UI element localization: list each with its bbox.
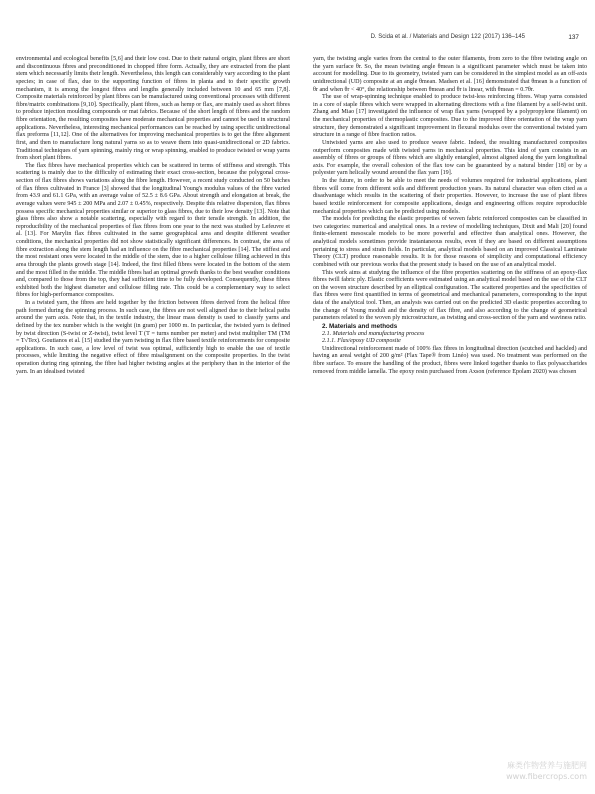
site-watermark [506,760,587,782]
page-header [0,34,595,46]
left-paragraph-3: In a twisted yarn, the fibres are held together by the friction between fibres derived from the helical fibre path formed during the spinning process. In such case, the fibres are not well aligned due to their helical paths around the yarn axis. Note that, in the textile industry, the linear mass density is used to classify yarns and defined by the tex number which is the weight (in gram) per 1000 m. In particular, the twisted yarn is defined by twist direction (S-twist or Z-twist), twist level T (T = turns number per meter) and twist multiplier TM (TM = T√Tex). Goutianos et al. [15] studied the yarn twisting in flax fibre based textile reinforcements for composite applications. In such case, a low level of twist was optimal, sufficiently high to enable the use of textile processes, while limiting the negative effect of fibre misalignment on the composite properties. In the twist operation during ring spinning, the fibre had higher twisting angles at the periphery than in the interior of the yarn. In an idealised twisted [16,300,290,375]
right-paragraph-3: Untwisted yarns are also used to produce weave fabric. Indeed, the resulting manufactured composites outperform composites made with twisted yarns in mechanical properties. This kind of yarn consists in an assembly of fibres or groups of fibres which are slightly entangled, almost aligned along the yarn longitudinal axis. For example, the overall cohesion of the flax tow can be guaranteed by a natural binder [18] or by a polyester yarn helically wound around the flax yarn [19]. [313,139,587,177]
section-heading: 2. Materials and methods [322,322,398,330]
left-column [16,56,290,376]
left-paragraph-1: environmental and ecological benefits [5,6] and their low cost. Due to their natural origin, plant fibres are short and discontinuous fibres and preconditioned in chopped fibre form. Actually, they are extracted from the plant stem which necessarily limits their length. Nevertheless, this length can considerably vary according to the plant species; in case of flax, due to the supporting function of fibres in planta and to their specific growth mechanism, it is among the longest fibres and lengths generally included between 10 and 65 mm [7,8]. Composite materials reinforced by plant fibres can be manufactured using conventional processes with different fibre/matrix combinations [9,10]. Specifically, plant fibres, such as hemp or flax, are mainly used as short fibres to produce injection moulding compounds or mat fabrics. Because of the short length of fibres and the random fibre orientation, the resulting composites have moderate mechanical properties and cannot be used in structural applications. Nevertheless, interesting mechanical performances can be reached by using specific unidirectional flax preforms [11,12]. One of the alternatives for improving mechanical properties is to get the fibre alignment first, and then to manufacture long natural yarns so as to weave them into quasi-unidirectional or 2D fabrics. Traditional techniques of yarn spinning, mainly ring or wrap spinning, enabled to produce twisted or wrap yarns from short plant fibres. [16,56,290,162]
right-paragraph-1: yarn, the twisting angle varies from the central to the outer filaments, from zero to the fibre twisting angle on the yarn surface θr. So, the mean twisting angle θmean is a significant parameter which must be taken into account for modelling. Due to its geometry, twisted yarn can be considered in the simplest model as an off-axis unidirectional (UD) composite at an angle θmean. Madsen et al. [16] demonstrated that θmean is a function of θr and when θr < 40°, the relationship between θmean and θr is linear, with θmean = 0.7θr. [313,56,587,93]
watermark-line-1: 麻类作物营养与施肥网 [507,761,587,770]
subsubsection-heading: 2.1.1. Flax/epoxy UD composite [322,338,401,345]
right-paragraph-7: Unidirectional reinforcement made of 100% flax fibres in longitudinal direction (scutched and hackled) and having an areal weight of 200 g/m² (Flax Tape® from Linéo) was used. No treatment was performed on the fibre surface. To ensure the handling of the product, fibres were linked together thanks to flax polysaccharides removed from middle lamella. The epoxy resin purchased from Axson (reference Epolam 2020) was chosen [313,345,587,375]
right-paragraph-2: The use of wrap-spinning technique enabled to produce twist-less reinforcing fibres. Wrap yarns consisted in a core of staple fibres which were wrapped in alternating directions with a fine filament by a self-twist unit. Zhang and Miao [17] investigated the influence of wrap flax yarns (wrapped by a polypropylene filament) on the mechanical properties of thermoplastic composites. Due to the improved fibre orientation of the wrap yarn structure, they demonstrated a significant improvement in flexural modulus over the conventional twisted yarn structure in a range of fibre fraction ratios. [313,94,587,139]
watermark-line-2: www.fibercrops.com [506,772,587,781]
right-paragraph-4: In the future, in order to be able to meet the needs of volumes required for industrial applications, plant fibres will come from different soils and different production years. Its natural character was often cited as a disadvantage which results in the scattering of their properties. However, to increase the use of plant fibres based textile reinforcement for composite applications, design and engineering offices require reproducible mechanical properties which can be predicted using models. [313,178,587,215]
right-column [313,56,587,376]
page-number: 137 [568,34,579,41]
left-paragraph-2: The flax fibres have mechanical properties which can be scattered in terms of stiffness and strength. This scattering is mainly due to the difficulty of estimating their exact cross-section, because the polygonal cross-section of flax fibres shows variations along the fibre length. However, a recent study conducted on 50 batches of flax fibres cultivated in France [3] showed that the longitudinal Young's modulus values of the fibre varied from 43.9 and 61.1 GPa, with an average value of 52.5 ± 8.6 GPa. About strength and elongation at break, the average values were 945 ± 200 MPa and 2.07 ± 0.45%, respectively. Despite this relative dispersion, flax fibres possess specific mechanical properties similar or superior to glass fibres, due to their low density [13]. Note that glass fibres also show a notable scattering, especially with regard to their tensile strength. In addition, the reproducibility of the mechanical properties of flax fibres from one year to the next was studied by Lefeuvre et al. [13]. For Marylin flax fibres cultivated in the same geographical area and despite different weather conditions, the mechanical properties did not show statistically significant differences. In contrast, the area of fibre extraction along the stem length had an influence on the fibre mechanical properties [14]. The stiffest and the most resistant ones were located in the middle of the stem, due to a higher cellulose filling achieved in this area through the plants growth stage [14]. Indeed, the first filled fibres were located in the bottom of the stem and the most filled in the middle. The middle fibres had an optimal growth thanks to the best weather conditions and, compared to those from the top, they had sufficient time to be fully developed. Consequently, these fibres exhibited both the highest diameter and cellulose filling rate. This could be a complementary way to select fibres for high-performance composites. [16,162,290,299]
right-paragraph-5: The models for predicting the elastic properties of woven fabric reinforced composites can be classified in two categories: numerical and analytical ones. In a review of modelling techniques, Dixit and Mali [20] found finite-element mesoscale models to be more powerful and effective than analytical ones. However, the analytical models sometimes provide instantaneous results, even if they are based on different assumptions pertaining to stress and strain fields. In particular, analytical models based on an improved Classical Laminate Theory (CLT) produce reasonable results. It is for those reasons of simplicity and computational efficiency combined with our previous works that the present study is based on the use of an analytical model. [313,216,587,268]
subsection-heading: 2.1. Materials and manufacturing process [322,330,425,337]
running-head: D. Scida et al. / Materials and Design 122 (2017) 136–145 [370,34,525,40]
right-paragraph-6: This work aims at studying the influence of the fibre properties scattering on the stiffness of an epoxy-flax fibres twill fabric ply. Elastic coefficients were estimated using an analytical model based on the use of the CLT on the woven structure described by an elliptical configuration. The scattered properties and the specificities of flax fibres were first quantified in terms of geometrical and mechanical parameters, corresponding to the input data of the analytical tool. Then, an analysis was carried out on the predicted 3D elastic properties according to the change of Young moduli and the density of flax fibre, and also according to the change of geometrical parameters related to the woven ply microstructure, as twisting and cross-section of the yarn and waviness ratio. [313,269,587,322]
